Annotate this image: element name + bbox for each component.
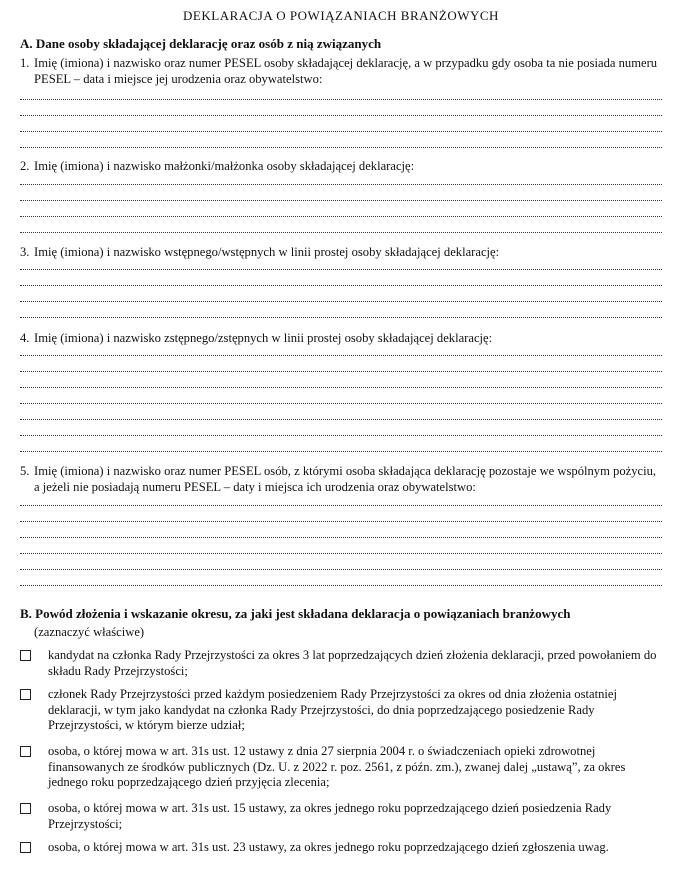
section-b-note: (zaznaczyć właściwe) [34, 625, 145, 639]
question-5 [20, 464, 662, 495]
option-label: osoba, o której mowa w art. 31s ust. 12 ustawy z dnia 27 sierpnia 2004 r. o świadczeniach opieki zdrowotnej finansowanych ze środków publicznych (Dz. U. z 2022 r. poz. 2561, z późn. zm.), zwanej dalej „ustawą”, za okres jednego roku poprzedzającego dzień przyjęcia zlecenia; [48, 744, 626, 790]
answer-line[interactable] [20, 354, 662, 356]
checkbox[interactable] [20, 650, 31, 661]
question-text: Imię (imiona) i nazwisko zstępnego/zstępnych w linii prostej osoby składającej deklarację: [34, 331, 493, 345]
option-art31s-ust12[interactable] [20, 744, 662, 791]
option-art31s-ust15[interactable] [20, 801, 662, 832]
question-number: 5. [20, 464, 30, 478]
option-label: członek Rady Przejrzystości przed każdym posiedzeniem Rady Przejrzystości za okres od dnia złożenia ostatniej deklaracji, w tym jako kandydat na członka Rady Przejrzystości, do dnia poprzedzającego posiedzenie Rady Przejrzystości, w którym bierze udział; [48, 687, 617, 733]
option-label: kandydat na członka Rady Przejrzystości za okres 3 lat poprzedzających dzień złożenia deklaracji, przed powołaniem do składu Rady Przejrzystości; [48, 648, 657, 678]
answer-line[interactable] [20, 568, 662, 570]
question-3 [20, 245, 662, 261]
section-b-heading: B. Powód złożenia i wskazanie okresu, za jaki jest składana deklaracja o powiązaniach branżowych [20, 606, 571, 621]
checkbox[interactable] [20, 803, 31, 814]
answer-line[interactable] [20, 231, 662, 233]
question-text: Imię (imiona) i nazwisko małżonki/małżonka osoby składającej deklarację: [34, 159, 415, 173]
answer-line[interactable] [20, 316, 662, 318]
form-title: DEKLARACJA O POWIĄZANIACH BRANŻOWYCH [183, 8, 499, 23]
option-candidate[interactable] [20, 648, 662, 679]
declaration-form [20, 0, 662, 889]
section-a-heading: A. Dane osoby składającej deklarację oraz osób z nią związanych [20, 36, 382, 51]
question-text: Imię (imiona) i nazwisko oraz numer PESEL osób, z którymi osoba składająca deklarację pozostaje we wspólnym pożyciu, a jeżeli nie posiadają numeru PESEL – daty i miejsca ich urodzenia oraz obywatelstwo: [34, 464, 657, 494]
question-number: 4. [20, 331, 30, 345]
question-2 [20, 159, 662, 175]
checkbox[interactable] [20, 689, 31, 700]
checkbox[interactable] [20, 746, 31, 757]
question-number: 3. [20, 245, 30, 259]
question-text: Imię (imiona) i nazwisko wstępnego/wstępnych w linii prostej osoby składającej deklarację: [34, 245, 500, 259]
answer-line[interactable] [20, 386, 662, 388]
option-label: osoba, o której mowa w art. 31s ust. 23 ustawy, za okres jednego roku poprzedzającego dzień zgłoszenia uwag. [48, 840, 609, 854]
answer-line[interactable] [20, 552, 662, 554]
answer-line[interactable] [20, 199, 662, 201]
answer-line[interactable] [20, 504, 662, 506]
question-number: 1. [20, 56, 30, 70]
answer-line[interactable] [20, 130, 662, 132]
answer-line[interactable] [20, 434, 662, 436]
question-number: 2. [20, 159, 30, 173]
answer-line[interactable] [20, 370, 662, 372]
answer-line[interactable] [20, 536, 662, 538]
answer-line[interactable] [20, 183, 662, 185]
option-label: osoba, o której mowa w art. 31s ust. 15 ustawy, za okres jednego roku poprzedzającego dzień posiedzenia Rady Przejrzystości; [48, 801, 612, 831]
answer-line[interactable] [20, 450, 662, 452]
question-4 [20, 331, 662, 347]
answer-line[interactable] [20, 584, 662, 586]
answer-line[interactable] [20, 418, 662, 420]
answer-line[interactable] [20, 215, 662, 217]
answer-line[interactable] [20, 520, 662, 522]
answer-line[interactable] [20, 98, 662, 100]
answer-line[interactable] [20, 146, 662, 148]
answer-line[interactable] [20, 114, 662, 116]
option-art31s-ust23[interactable] [20, 840, 662, 856]
question-text: Imię (imiona) i nazwisko oraz numer PESEL osoby składającej deklarację, a w przypadku gdy osoba ta nie posiada numeru PESEL – data i miejsce jej urodzenia oraz obywatelstwo: [34, 56, 658, 86]
question-1 [20, 56, 662, 87]
answer-line[interactable] [20, 402, 662, 404]
checkbox[interactable] [20, 842, 31, 853]
answer-line[interactable] [20, 300, 662, 302]
answer-line[interactable] [20, 284, 662, 286]
option-council-member[interactable] [20, 687, 662, 734]
answer-line[interactable] [20, 268, 662, 270]
